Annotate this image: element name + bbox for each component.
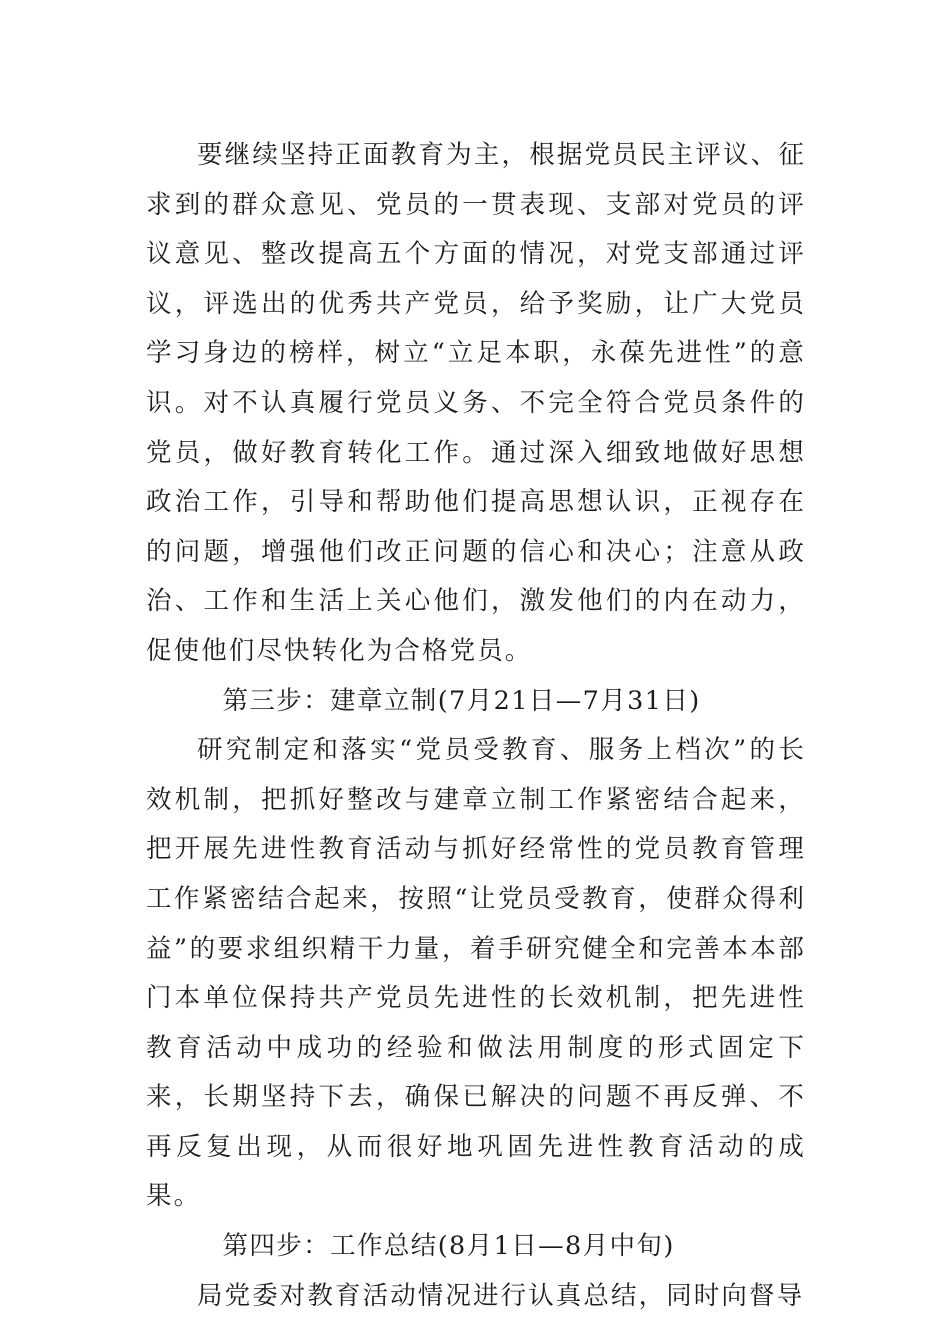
paragraph-summary: 局党委对教育活动情况进行认真总结，同时向督导 [197,1280,805,1311]
step-four-heading: 第四步：工作总结(8月1日—8月中旬) [222,1231,675,1262]
document-body [146,131,806,1321]
paragraph-mechanism: 研究制定和落实“党员受教育、服务上档次”的长效机制，把抓好整改与建章立制工作紧密结合起来，把开展先进性教育活动与抓好经常性的党员教育管理工作紧密结合起来，按照“让党员受教育，使群众得利益”的要求组织精干力量，着手研究健全和完善本本部门本单位保持共产党员先进性的长效机制，把先进性教育活动中成功的经验和做法用制度的形式固定下来，长期坚持下去，确保已解决的问题不再反弹、不再反复出现，从而很好地巩固先进性教育活动的成果。 [146,735,806,1212]
step-three-heading: 第三步：建章立制(7月21日—7月31日) [222,685,701,716]
paragraph-education: 要继续坚持正面教育为主，根据党员民主评议、征求到的群众意见、党员的一贯表现、支部对党员的评议意见、整改提高五个方面的情况，对党支部通过评议，评选出的优秀共产党员，给予奖励，让广大党员学习身边的榜样，树立“立足本职，永葆先进性”的意识。对不认真履行党员义务、不完全符合党员条件的党员，做好教育转化工作。通过深入细致地做好思想政治工作，引导和帮助他们提高思想认识，正视存在的问题，增强他们改正问题的信心和决心；注意从政治、工作和生活上关心他们，激发他们的内在动力，促使他们尽快转化为合格党员。 [146,140,806,666]
